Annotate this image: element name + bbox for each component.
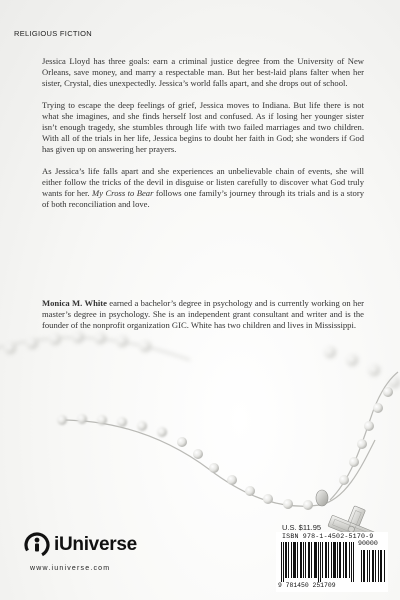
blurb-paragraph: Jessica Lloyd has three goals: earn a criminal justice degree from the University of New Orleans, save money, and marry a respectable man. But her best-laid plans falter when her sister, Crystal, dies unexpectedly. Jessica’s world falls apart, and she drops out of school. — [42, 56, 364, 88]
genre-label: RELIGIOUS FICTION — [14, 29, 93, 38]
publisher-logo — [24, 528, 174, 568]
barcode-addon-number: 90000 — [358, 540, 378, 547]
blurb-paragraph-text: As Jessica’s life falls apart and she experiences an unbelievable chain of events, she will either follow the tricks of the devil in disguise or listen carefully to discover what God truly wants for her. — [42, 166, 364, 198]
blurb-paragraph: Trying to escape the deep feelings of grief, Jessica moves to Indiana. But life there is not what she imagines, and she finds herself lost and confused. As if losing her younger sister isn’t enough tragedy, she stumbles through life with two failed marriages and two children. With all of the trials in her life, Jessica begins to doubt her faith in God; she wonders if God has given up on answering her prayers. — [42, 100, 364, 154]
barcode-bars — [281, 542, 387, 582]
isbn-number: ISBN 978-1-4502-5170-9 — [282, 533, 374, 540]
iuniverse-logo-icon — [24, 532, 50, 558]
author-bio-text: earned a bachelor’s degree in psychology and is currently working on her master’s degree in psychology. She is an independent grant consultant and writer and is the founder of the nonprofit organization GIC. White has two children and lives in Mississippi. — [42, 298, 364, 330]
book-title-reference: My Cross to Bear — [92, 188, 154, 198]
author-name: Monica M. White — [42, 298, 107, 308]
publisher-url[interactable]: www.iuniverse.com — [30, 565, 111, 572]
blurb-paragraph — [42, 166, 364, 210]
price-label: U.S. $11.95 — [282, 523, 322, 532]
publisher-name: iUniverse — [54, 534, 137, 555]
book-blurb — [42, 56, 364, 221]
ean-number: 9 781450 251709 — [278, 582, 336, 589]
blurb-paragraph-tail: follows one family’s journey through its trials and is a story of both reconciliation and love. — [42, 188, 364, 209]
barcode — [276, 532, 388, 592]
author-bio — [42, 298, 364, 331]
